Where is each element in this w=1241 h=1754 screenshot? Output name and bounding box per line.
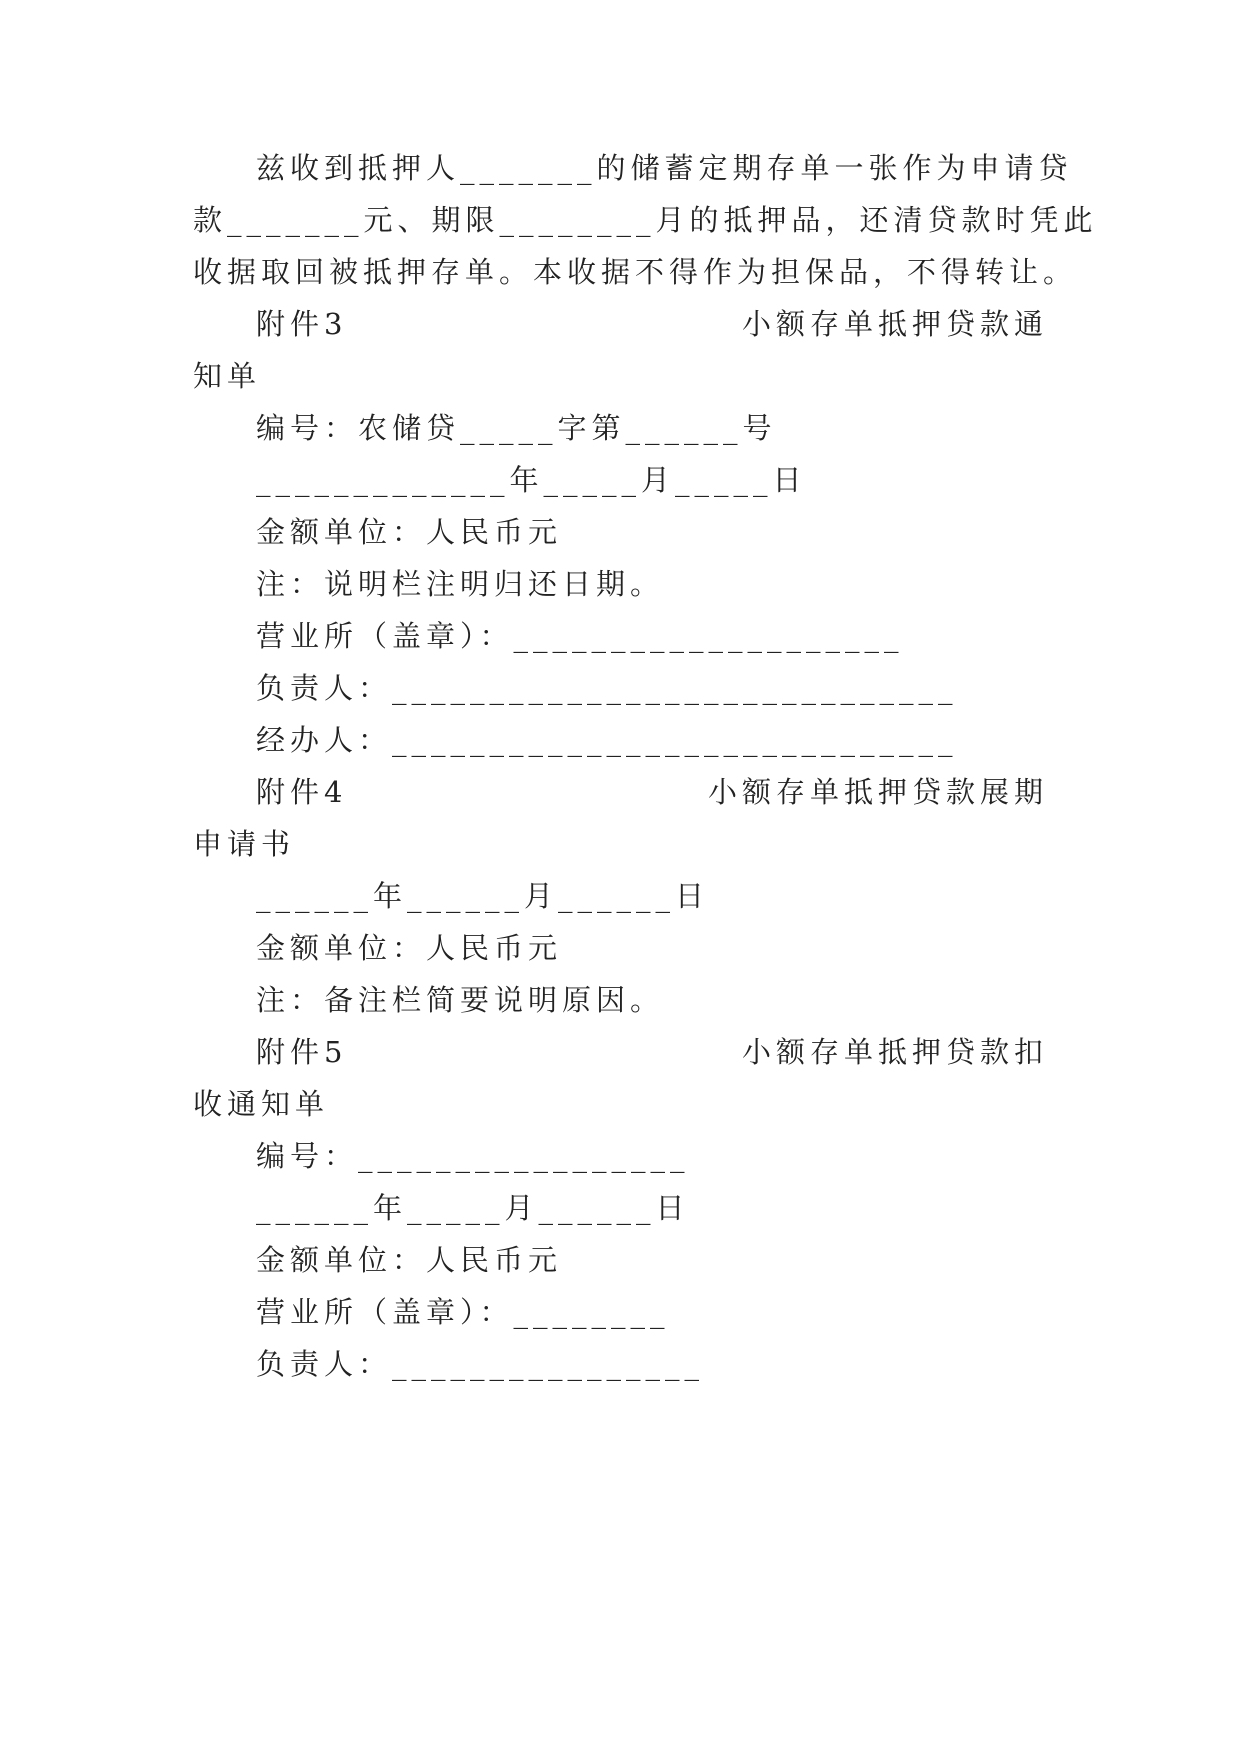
receipt-line-3: 收据取回被抵押存单。本收据不得作为担保品，不得转让。 bbox=[193, 255, 1078, 289]
attachment-5-manager: 负责人：________________ bbox=[256, 1347, 705, 1381]
attachment-3-label: 附件3 bbox=[256, 307, 348, 341]
receipt-line-1: 兹收到抵押人_______的储蓄定期存单一张作为申请贷 bbox=[256, 151, 1073, 185]
attachment-3-office: 营业所（盖章）：____________________ bbox=[256, 619, 904, 653]
attachment-5-date: ______年_____月______日 bbox=[256, 1191, 690, 1225]
attachment-3-number: 编号：农储贷_____字第______号 bbox=[256, 411, 777, 445]
attachment-3-handler: 经办人：_____________________________ bbox=[256, 723, 958, 757]
attachment-5-office: 营业所（盖章）：________ bbox=[256, 1295, 670, 1329]
attachment-4-title-cont: 申请书 bbox=[193, 827, 296, 861]
attachment-5-title: 小额存单抵押贷款扣 bbox=[741, 1035, 1048, 1069]
attachment-3-date: _____________年_____月_____日 bbox=[256, 463, 807, 497]
attachment-4-note: 注：备注栏简要说明原因。 bbox=[256, 983, 665, 1017]
attachment-5-number: 编号：_________________ bbox=[256, 1139, 690, 1173]
attachment-3-unit: 金额单位：人民币元 bbox=[256, 515, 563, 549]
attachment-3-title: 小额存单抵押贷款通 bbox=[741, 307, 1048, 341]
attachment-4-title: 小额存单抵押贷款展期 bbox=[707, 775, 1048, 809]
attachment-5-unit: 金额单位：人民币元 bbox=[256, 1243, 563, 1277]
receipt-line-2: 款_______元、期限________月的抵押品，还清贷款时凭此 bbox=[193, 203, 1098, 237]
attachment-5-label: 附件5 bbox=[256, 1035, 348, 1069]
attachment-4-unit: 金额单位：人民币元 bbox=[256, 931, 563, 965]
attachment-3-manager: 负责人：_____________________________ bbox=[256, 671, 958, 705]
attachment-5-title-cont: 收通知单 bbox=[193, 1087, 330, 1121]
attachment-4-date: ______年______月______日 bbox=[256, 879, 710, 913]
attachment-3-note: 注：说明栏注明归还日期。 bbox=[256, 567, 665, 601]
attachment-3-title-cont: 知单 bbox=[193, 359, 262, 393]
attachment-4-label: 附件4 bbox=[256, 775, 348, 809]
